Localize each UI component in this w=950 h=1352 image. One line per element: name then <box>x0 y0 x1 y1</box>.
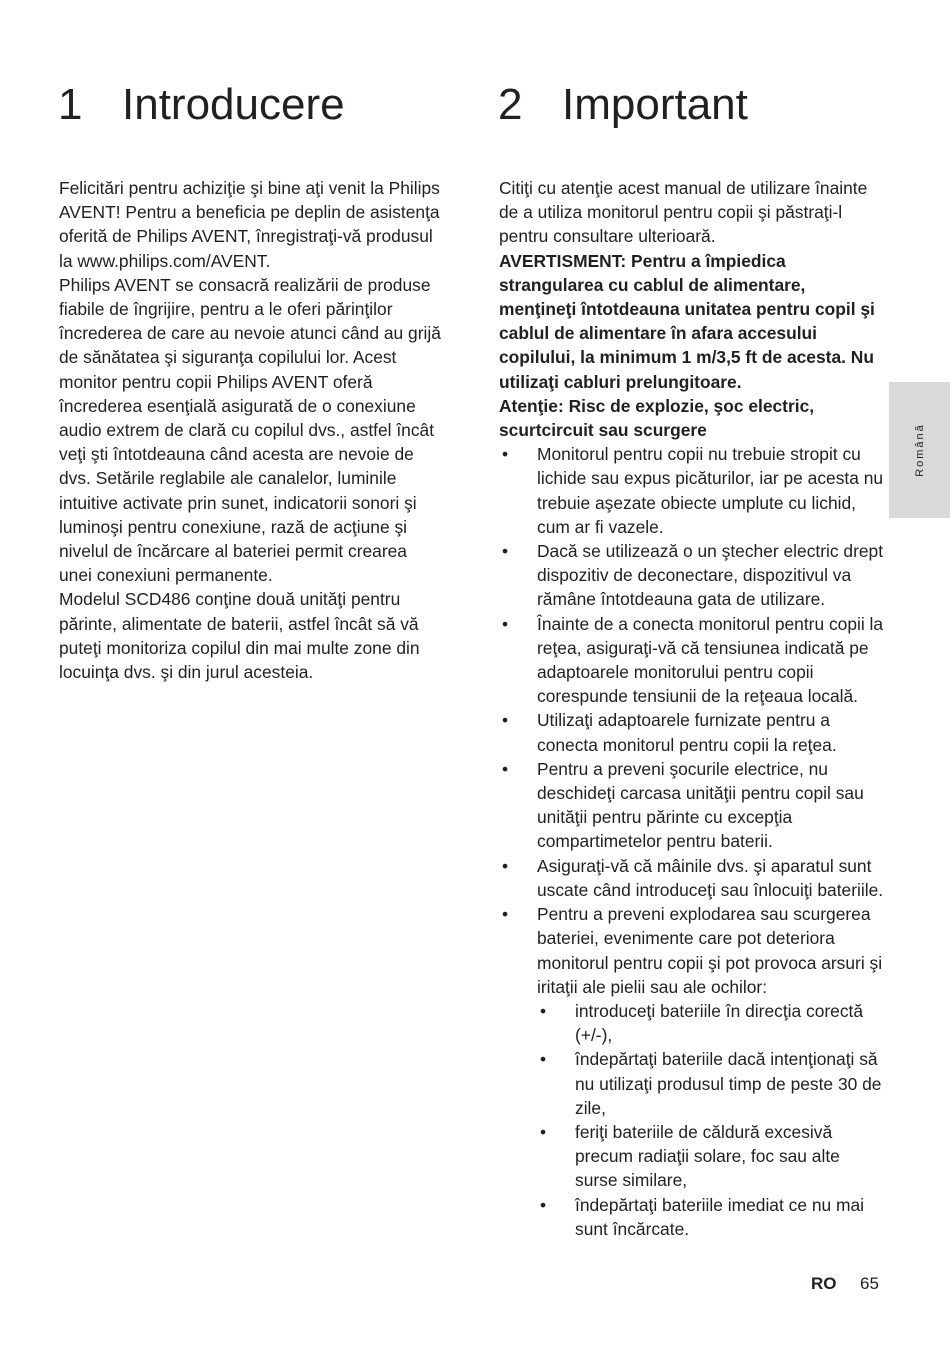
section-2-number: 2 <box>498 80 523 129</box>
important-column <box>499 176 884 1241</box>
footer-language-code: RO <box>811 1274 837 1293</box>
page-number: 65 <box>860 1274 879 1293</box>
bullet-icon: • <box>502 541 509 562</box>
warning-text: AVERTISMENT: Pentru a împiedica strangularea cu cablul de alimentare, menţineţi întotdeauna unitatea pentru copil şi cablul de alimentare în afara accesului copilului, la minimum 1 m/3,5 ft de acesta. Nu utilizaţi cabluri prelungitoare. <box>499 250 875 392</box>
bullet-icon: • <box>502 904 509 925</box>
battery-sub-list <box>537 999 884 1241</box>
list-item: • Înainte de a conecta monitorul pentru copii la reţea, asiguraţi-vă că tensiunea indicată pe adaptoarele monitorului pentru copii corespunde tensiunii de la reţeaua locală. <box>502 613 884 707</box>
sub-list-item: • îndepărtaţi bateriile dacă intenţionaţi să nu utilizaţi produsul timp de peste 30 de zile, <box>540 1049 882 1118</box>
bullet-icon: • <box>540 1194 547 1215</box>
section-1-title: Introducere <box>122 80 345 129</box>
section-2-title: Important <box>562 80 748 129</box>
list-item: • Pentru a preveni explodarea sau scurgerea bateriei, evenimente care pot deteriora monitorul pentru copii şi pot provoca arsuri şi iritaţii ale pielii sau ale ochilor: • introduceţi bateriile în direcţia corectă (+/-), • îndepărtaţi bateriile dacă intenţionaţi să nu utilizaţi produsul timp de peste 30 de zile, • feriţi bateriile de căldură excesivă precum radiaţii solare, foc sau alte surse similare, • îndepărtaţi bateriile imediat ce nu mai sunt încărcate. <box>499 902 884 1241</box>
bullet-icon: • <box>502 710 509 731</box>
safety-bullet-list <box>499 442 884 1241</box>
bullet-icon: • <box>502 444 509 465</box>
list-item: • Asiguraţi-vă că mâinile dvs. şi aparatul sunt uscate când introduceţi sau înlocuiţi bateriile. <box>502 855 884 900</box>
bullet-icon: • <box>540 1049 547 1070</box>
section-1-heading <box>58 78 345 132</box>
important-intro: Citiţi cu atenţie acest manual de utilizare înainte de a utiliza monitorul pentru copii şi păstraţi-l pentru consultare ulterioară. <box>499 178 868 247</box>
intro-paragraph: Philips AVENT se consacră realizării de produse fiabile de îngrijire, pentru a le oferi părinţilor încrederea de care au nevoie atunci când au grijă de sănătatea şi siguranţa copilului lor. Acest monitor pentru copii Philips AVENT oferă încrederea esenţială asigurată de o conexiune audio extrem de clară cu copilul dvs., astfel încât veţi şti întotdeauna când acesta are nevoie de dvs. Setările reglabile ale canalelor, luminile intuitive activate prin sunet, indicatorii sonori şi luminoşi pentru conexiune, rază de acţiune şi nivelul de încărcare al bateriei permit crearea unei conexiuni permanente. <box>59 274 441 586</box>
bullet-icon: • <box>502 758 509 779</box>
section-2-heading <box>498 78 748 132</box>
section-1-number: 1 <box>58 80 83 129</box>
sub-list-item: • feriţi bateriile de căldură excesivă precum radiaţii solare, foc sau alte surse similare, <box>540 1121 840 1191</box>
list-item: • Utilizaţi adaptoarele furnizate pentru a conecta monitorul pentru copii la reţea. <box>502 710 837 755</box>
bullet-icon: • <box>502 855 509 876</box>
list-item: • Monitorul pentru copii nu trebuie stropit cu lichide sau expus picăturilor, iar pe acesta nu trebuie aşezate obiecte umplute cu lichid, cum ar fi vazele. <box>502 444 884 537</box>
intro-paragraph: Felicitări pentru achiziţie şi bine aţi venit la Philips AVENT! Pentru a beneficia pe deplin de asistenţa oferită de Philips AVENT, înregistraţi-vă produsul la www.philips.com/AVENT. <box>59 178 440 271</box>
caution-heading: Atenţie: Risc de explozie, şoc electric, scurtcircuit sau scurgere <box>499 395 815 441</box>
intro-paragraph: Modelul SCD486 conţine două unităţi pentru părinte, alimentate de baterii, astfel încât să vă puteţi monitoriza copilul din mai multe zone din locuinţa dvs. şi din jurul acesteia. <box>59 589 420 683</box>
bullet-icon: • <box>502 613 509 634</box>
bullet-icon: • <box>540 1000 547 1021</box>
list-item: • Pentru a preveni şocurile electrice, nu deschideţi carcasa unităţii pentru copil sau unităţii pentru părinte cu excepţia compartimetelor pentru baterii. <box>502 758 864 852</box>
bullet-icon: • <box>540 1121 547 1142</box>
language-tab-label: Română <box>913 423 926 477</box>
list-item: • Dacă se utilizează o un ştecher electric drept dispozitiv de deconectare, dispozitivul va rămâne întotdeauna gata de utilizare. <box>502 541 884 610</box>
sub-list-item: • introduceţi bateriile în direcţia corectă (+/-), <box>540 1000 864 1046</box>
introduction-column <box>59 176 444 684</box>
sub-list-item: • îndepărtaţi bateriile imediat ce nu mai sunt încărcate. <box>540 1194 865 1239</box>
language-side-tab <box>889 382 950 518</box>
